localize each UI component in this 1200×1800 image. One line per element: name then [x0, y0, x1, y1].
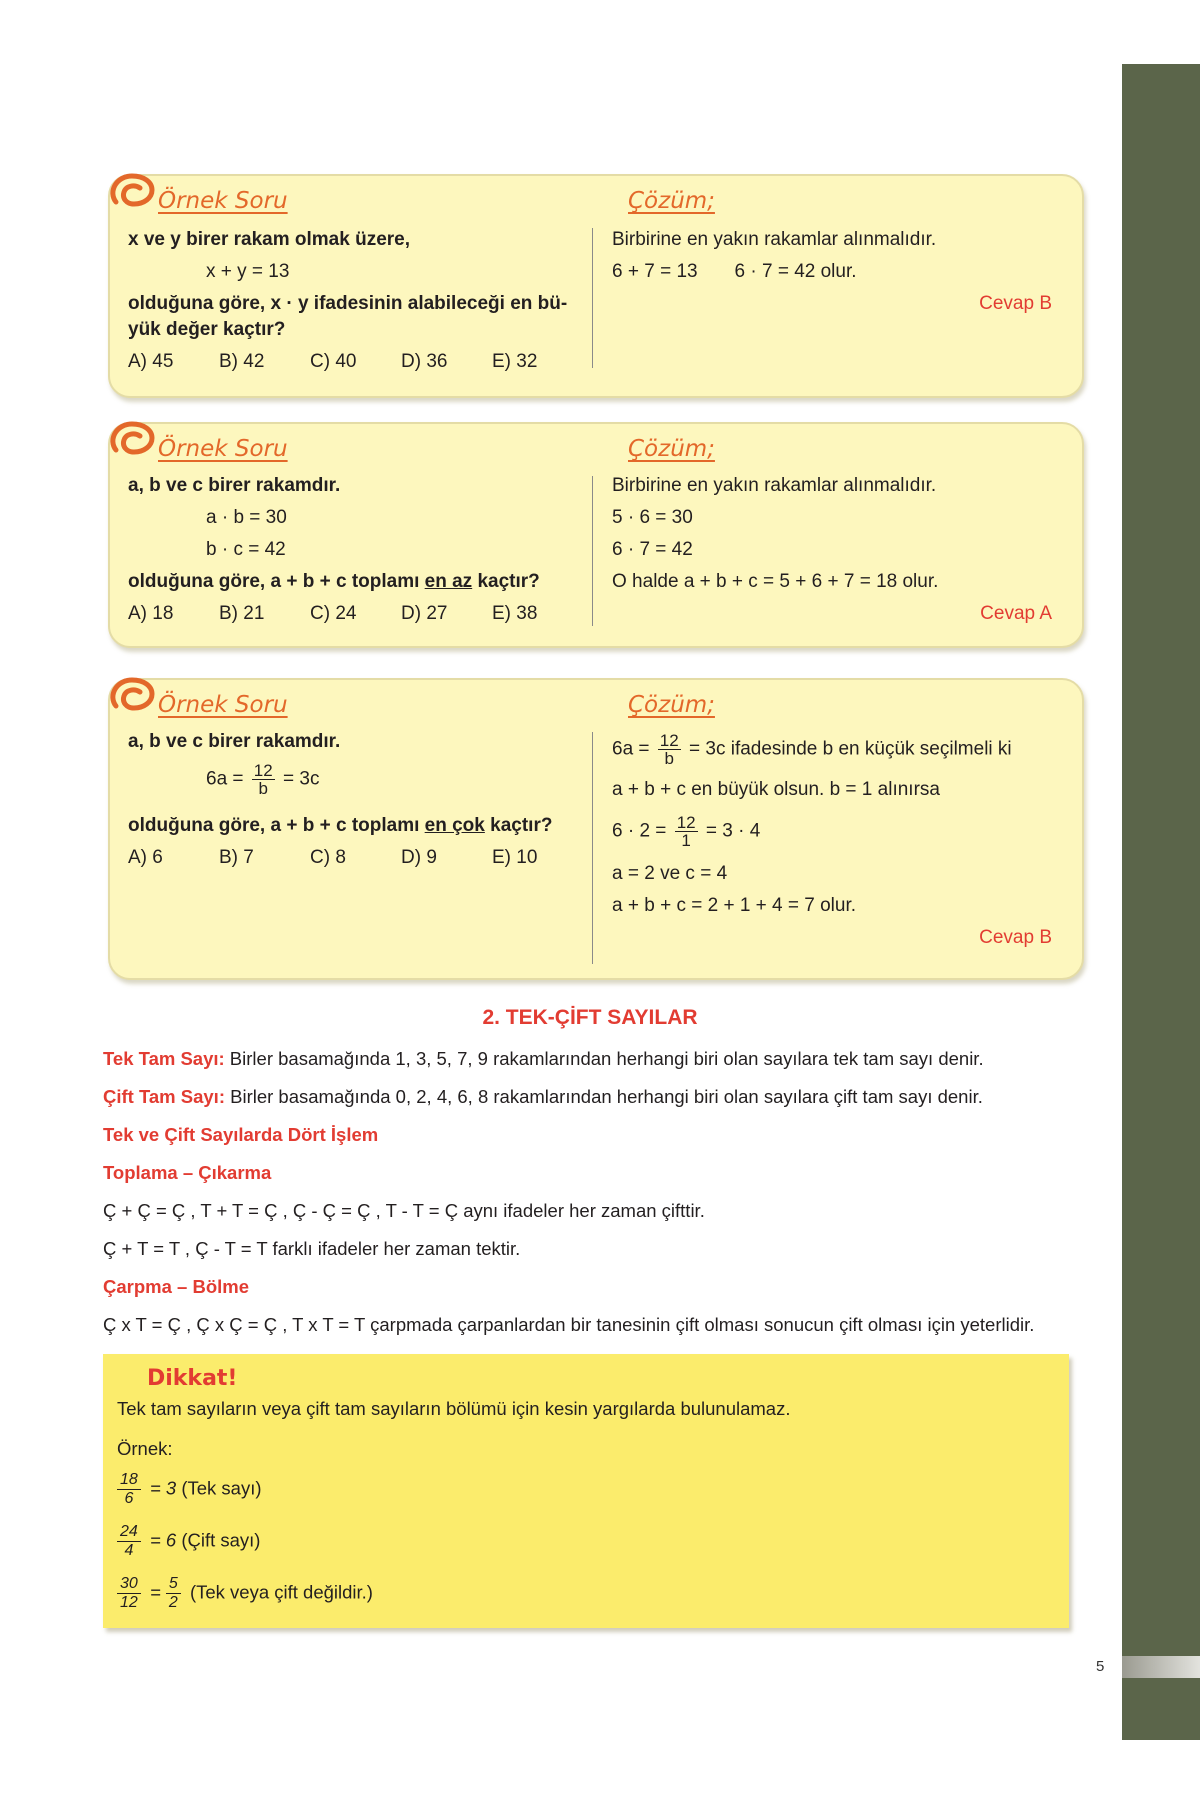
question-line: yük değer kaçtır? — [128, 319, 286, 340]
subheading-four-operations: Tek ve Çift Sayılarda Dört İşlem — [103, 1124, 379, 1145]
example-heading: Örnek Soru — [158, 188, 288, 214]
solution-line — [612, 256, 857, 288]
solution-line: Birbirine en yakın rakamlar alınmalıdır. — [612, 475, 937, 496]
option-a: A) 18 — [128, 603, 174, 624]
equals-sign: = — [149, 1581, 161, 1603]
example-card-2 — [108, 422, 1084, 648]
option-e: E) 38 — [492, 603, 538, 624]
side-bar — [1122, 64, 1200, 1740]
option-c: C) 24 — [310, 603, 357, 624]
solution-product: 6 · 7 = 42 olur. — [734, 261, 857, 282]
definition-odd — [103, 1048, 984, 1070]
fraction — [117, 1576, 141, 1611]
equation-part: = 3c — [283, 768, 320, 790]
note: (Çift sayı) — [181, 1529, 261, 1551]
answer-options — [128, 598, 583, 630]
example-card-1 — [108, 174, 1084, 398]
numerator: 12 — [253, 761, 273, 780]
solution-line: a + b + c en büyük olsun. b = 1 alınırsa — [612, 779, 940, 800]
fraction — [117, 1472, 141, 1507]
option-a: A) 6 — [128, 847, 163, 868]
option-a: A) 45 — [128, 351, 174, 372]
definition-text: Birler basamağında 0, 2, 4, 6, 8 rakamlarından herhangi biri olan sayılara çift tam sayı denir. — [224, 1086, 983, 1107]
solution-line: a = 2 ve c = 4 — [612, 863, 728, 884]
solution-line: 5 · 6 = 30 — [612, 507, 693, 528]
option-d: D) 27 — [401, 603, 448, 624]
question-emphasis: en çok — [424, 815, 485, 836]
answer-options — [128, 842, 583, 874]
solution-heading: Çözüm; — [628, 436, 715, 462]
example-item — [117, 1524, 260, 1559]
option-b: B) 7 — [219, 847, 254, 868]
example-heading: Örnek Soru — [158, 436, 288, 462]
numerator: 18 — [117, 1472, 141, 1490]
divider — [592, 228, 593, 368]
attention-text: Tek tam sayıların veya çift tam sayıların bölümü için kesin yargılarda bulunulamaz. — [117, 1398, 791, 1419]
numerator: 12 — [676, 813, 696, 832]
numerator: 30 — [117, 1576, 141, 1594]
paperclip-icon — [106, 168, 164, 218]
fraction — [675, 814, 698, 849]
definition-text: Birler basamağında 1, 3, 5, 7, 9 rakamlarından herhangi biri olan sayılara tek tam sayı denir. — [224, 1048, 984, 1069]
denominator: 1 — [681, 831, 691, 850]
question-line — [128, 810, 552, 842]
option-e: E) 32 — [492, 351, 538, 372]
option-d: D) 9 — [401, 847, 437, 868]
page-number: 5 — [1096, 1658, 1105, 1675]
paperclip-icon — [106, 416, 164, 466]
solution-line: a + b + c = 2 + 1 + 4 = 7 olur. — [612, 895, 857, 916]
fraction — [252, 762, 275, 797]
attention-title: Dikkat! — [147, 1366, 238, 1391]
denominator: b — [258, 779, 268, 798]
option-e: E) 10 — [492, 847, 538, 868]
option-d: D) 36 — [401, 351, 448, 372]
rule-line: Ç x T = Ç , Ç x Ç = Ç , T x T = T çarpmada çarpanlardan bir tanesinin çift olması sonucun çift olması için yeterlidir. — [103, 1314, 1035, 1335]
answer-label: Cevap B — [979, 927, 1052, 948]
solution-heading: Çözüm; — [628, 692, 715, 718]
definition-label: Çift Tam Sayı: — [103, 1086, 225, 1107]
solution-line: Birbirine en yakın rakamlar alınmalıdır. — [612, 229, 937, 250]
fraction — [117, 1524, 141, 1559]
example-item — [117, 1472, 262, 1507]
attention-box — [103, 1354, 1069, 1628]
equation-part: 6a = — [612, 738, 650, 760]
question-text: kaçtır? — [484, 815, 553, 836]
paperclip-icon — [106, 672, 164, 722]
question-line: a, b ve c birer rakamdır. — [128, 475, 341, 496]
note: (Tek sayı) — [181, 1477, 262, 1499]
question-emphasis: en az — [424, 571, 473, 592]
question-text: olduğuna göre, a + b + c toplamı — [128, 571, 425, 592]
example-item — [117, 1576, 373, 1611]
question-text: olduğuna göre, a + b + c toplamı — [128, 815, 425, 836]
solution-line: 6 · 7 = 42 — [612, 539, 693, 560]
solution-line: O halde a + b + c = 5 + 6 + 7 = 18 olur. — [612, 571, 939, 592]
result: = 6 — [149, 1529, 177, 1551]
question-line: x ve y birer rakam olmak üzere, — [128, 229, 410, 250]
answer-label: Cevap B — [979, 293, 1052, 314]
question-equation — [128, 762, 319, 797]
solution-sum: 6 + 7 = 13 — [612, 261, 698, 282]
denominator: b — [664, 749, 674, 768]
rule-line: Ç + T = T , Ç - T = T farklı ifadeler her zaman tektir. — [103, 1238, 521, 1259]
definition-even — [103, 1086, 983, 1108]
fraction — [166, 1576, 181, 1611]
divider — [592, 476, 593, 626]
option-b: B) 21 — [219, 603, 265, 624]
answer-options — [128, 346, 583, 378]
rule-line: Ç + Ç = Ç , T + T = Ç , Ç - Ç = Ç , T - T = Ç aynı ifadeler her zaman çifttir. — [103, 1200, 705, 1221]
page-tab — [1122, 1656, 1200, 1678]
question-line: olduğuna göre, x · y ifadesinin alabileceği en bü- — [128, 293, 568, 314]
subheading-multiplication-division: Çarpma – Bölme — [103, 1276, 249, 1297]
option-c: C) 40 — [310, 351, 357, 372]
question-equation: a · b = 30 — [206, 507, 287, 528]
denominator: 4 — [124, 1542, 134, 1559]
section-title: 2. TEK-ÇİFT SAYILAR — [482, 1006, 698, 1029]
definition-label: Tek Tam Sayı: — [103, 1048, 225, 1069]
example-card-3 — [108, 678, 1084, 980]
example-heading: Örnek Soru — [158, 692, 288, 718]
denominator: 2 — [168, 1594, 178, 1611]
solution-heading: Çözüm; — [628, 188, 715, 214]
result: = 3 — [149, 1477, 177, 1499]
answer-label: Cevap A — [980, 603, 1052, 624]
equation-part: 6 · 2 = — [612, 820, 667, 842]
equation-part: = 3c ifadesinde b en küçük seçilmeli ki — [689, 738, 1012, 760]
denominator: 6 — [124, 1490, 134, 1507]
note: (Tek veya çift değildir.) — [189, 1581, 373, 1603]
numerator: 5 — [166, 1576, 181, 1594]
numerator: 24 — [117, 1524, 141, 1542]
fraction — [658, 732, 681, 767]
option-c: C) 8 — [310, 847, 346, 868]
option-b: B) 42 — [219, 351, 265, 372]
numerator: 12 — [659, 731, 679, 750]
equation-part: 6a = — [206, 768, 244, 790]
denominator: 12 — [120, 1594, 138, 1611]
equation-part: = 3 · 4 — [705, 820, 761, 842]
question-equation: b · c = 42 — [206, 539, 286, 560]
divider — [592, 732, 593, 964]
solution-line — [612, 814, 760, 849]
question-line — [128, 566, 540, 598]
question-equation: x + y = 13 — [206, 261, 290, 282]
example-label: Örnek: — [117, 1438, 173, 1459]
question-line: a, b ve c birer rakamdır. — [128, 731, 341, 752]
solution-line — [612, 732, 1012, 767]
question-text: kaçtır? — [472, 571, 540, 592]
subheading-addition-subtraction: Toplama – Çıkarma — [103, 1162, 272, 1183]
